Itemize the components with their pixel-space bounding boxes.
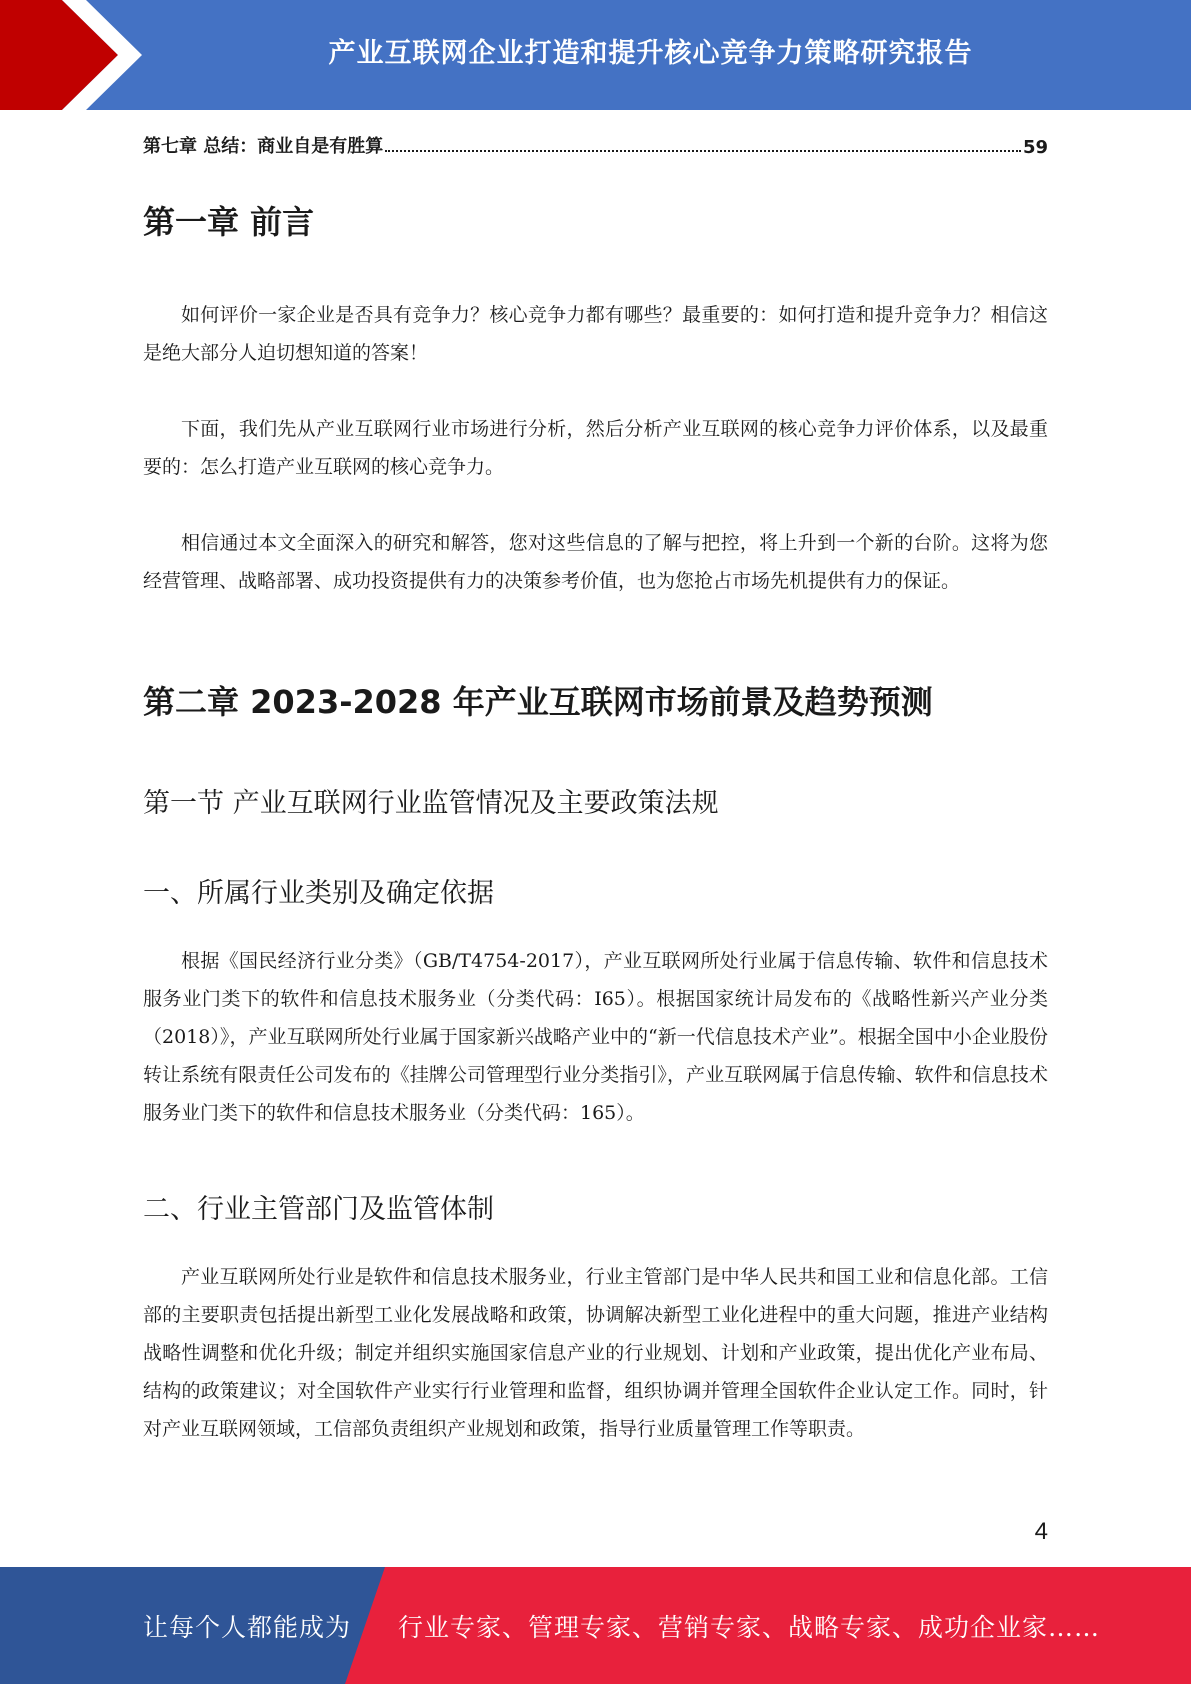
toc-entry-label: 第七章 总结：商业自是有胜算: [143, 136, 384, 157]
page-number: 4: [1034, 1518, 1048, 1545]
footer-banner: [0, 1567, 1191, 1684]
toc-entry[interactable]: [143, 130, 1048, 158]
subsection-2-heading: 二、行业主管部门及监管体制: [143, 1194, 494, 1225]
footer-slogan-right: 行业专家、管理专家、营销专家、战略专家、成功企业家……: [398, 1612, 1101, 1642]
header-band: [0, 0, 1191, 110]
chapter-1-paragraph-2: 下面，我们先从产业互联网行业市场进行分析，然后分析产业互联网的核心竞争力评价体系，以及最重要的：怎么打造产业互联网的核心竞争力。: [143, 418, 1048, 478]
report-title: 产业互联网企业打造和提升核心竞争力策略研究报告: [328, 37, 973, 69]
toc-dot-leader: [385, 149, 1021, 152]
subsection-1-heading: 一、所属行业类别及确定依据: [143, 878, 494, 909]
chapter-1-paragraph-1: 如何评价一家企业是否具有竞争力？核心竞争力都有哪些？最重要的：如何打造和提升竞争力？相信这是绝大部分人迫切想知道的答案！: [143, 304, 1048, 364]
header-red-chevron-decoration: [0, 0, 150, 110]
chapter-2-heading: 第二章 2023-2028 年产业互联网市场前景及趋势预测: [143, 683, 933, 721]
toc-entry-page: 59: [1022, 137, 1048, 158]
subsection-2-paragraph: 产业互联网所处行业是软件和信息技术服务业，行业主管部门是中华人民共和国工业和信息化部。工信部的主要职责包括提出新型工业化发展战略和政策，协调解决新型工业化进程中的重大问题，推进产业结构战略性调整和优化升级；制定并组织实施国家信息产业的行业规划、计划和产业政策，提出优化产业布局、结构的政策建议；对全国软件产业实行行业管理和监督，组织协调并管理全国软件企业认定工作。同时，针对产业互联网领域，工信部负责组织产业规划和政策，指导行业质量管理工作等职责。: [143, 1266, 1048, 1440]
chapter-1-heading: 第一章 前言: [143, 203, 315, 241]
footer-slogan-left: 让每个人都能成为: [143, 1612, 352, 1642]
chapter-1-paragraph-3: 相信通过本文全面深入的研究和解答，您对这些信息的了解与把控，将上升到一个新的台阶。这将为您经营管理、战略部署、成功投资提供有力的决策参考价值，也为您抢占市场先机提供有力的保证。: [143, 532, 1048, 592]
section-1-heading: 第一节 产业互联网行业监管情况及主要政策法规: [143, 788, 719, 819]
subsection-1-paragraph: 根据《国民经济行业分类》（GB/T4754-2017），产业互联网所处行业属于信息传输、软件和信息技术服务业门类下的软件和信息技术服务业（分类代码：I65）。根据国家统计局发布的《战略性新兴产业分类（2018）》，产业互联网所处行业属于国家新兴战略产业中的“新一代信息技术产业”。根据全国中小企业股份转让系统有限责任公司发布的《挂牌公司管理型行业分类指引》，产业互联网属于信息传输、软件和信息技术服务业门类下的软件和信息技术服务业（分类代码：165）。: [143, 950, 1048, 1124]
